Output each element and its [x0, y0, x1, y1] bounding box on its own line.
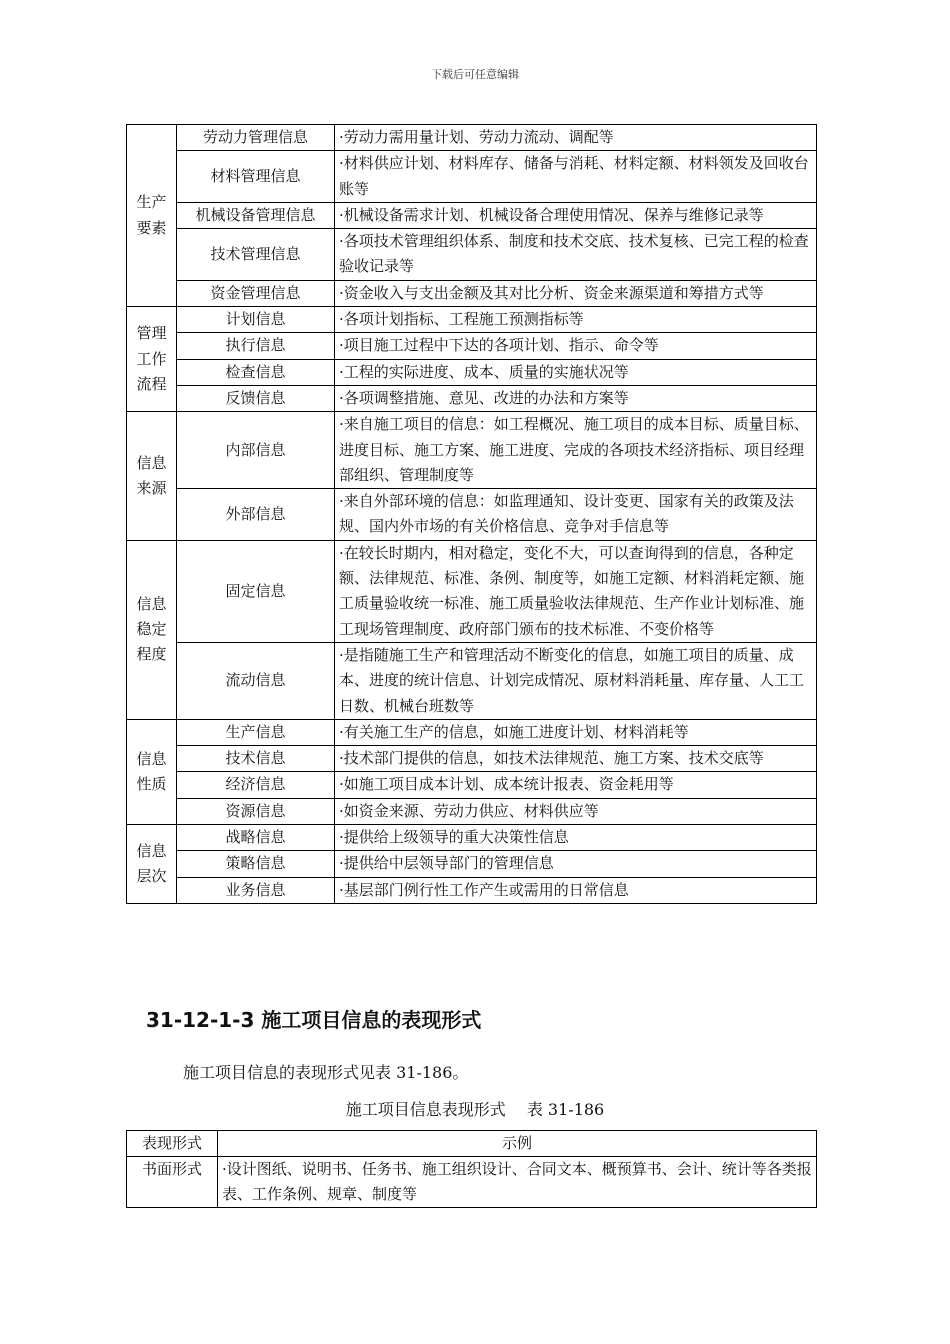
table-header-row: [127, 1131, 817, 1157]
example-cell: ·设计图纸、说明书、任务书、施工组织设计、合同文本、概预算书、会计、统计等各类报表、工作条例、规章、制度等: [218, 1157, 817, 1208]
info-type-cell: 材料管理信息: [177, 151, 335, 203]
table-row: [127, 229, 817, 281]
table-row: [127, 642, 817, 719]
info-type-cell: 资源信息: [177, 798, 335, 824]
info-type-cell: 资金管理信息: [177, 280, 335, 306]
category-cell: 信息 稳定 程度: [127, 540, 177, 719]
intro-paragraph: 施工项目信息的表现形式见表 31-186。: [183, 1063, 469, 1082]
table-row: [127, 125, 817, 151]
description-cell: ·提供给上级领导的重大决策性信息: [335, 825, 817, 851]
description-cell: ·各项调整措施、意见、改进的办法和方案等: [335, 385, 817, 411]
description-cell: ·如资金来源、劳动力供应、材料供应等: [335, 798, 817, 824]
table-row: [127, 1157, 817, 1208]
column-header: 表现形式: [127, 1131, 218, 1157]
info-type-cell: 检查信息: [177, 359, 335, 385]
description-cell: ·提供给中层领导部门的管理信息: [335, 851, 817, 877]
description-cell: ·劳动力需用量计划、劳动力流动、调配等: [335, 125, 817, 151]
info-type-cell: 外部信息: [177, 489, 335, 541]
table-row: [127, 798, 817, 824]
category-cell: 信息 层次: [127, 825, 177, 904]
info-classification-table: [126, 124, 817, 904]
description-cell: ·基层部门例行性工作产生或需用的日常信息: [335, 877, 817, 903]
info-type-cell: 内部信息: [177, 412, 335, 489]
table-row: [127, 151, 817, 203]
description-cell: ·有关施工生产的信息，如施工进度计划、材料消耗等: [335, 719, 817, 745]
category-cell: 信息 性质: [127, 719, 177, 824]
info-type-cell: 技术信息: [177, 746, 335, 772]
info-type-cell: 劳动力管理信息: [177, 125, 335, 151]
description-cell: ·材料供应计划、材料库存、储备与消耗、材料定额、材料领发及回收台账等: [335, 151, 817, 203]
form-cell: 书面形式: [127, 1157, 218, 1208]
table-row: [127, 412, 817, 489]
table-row: [127, 202, 817, 228]
header-note: 下载后可任意编辑: [431, 68, 519, 81]
info-type-cell: 计划信息: [177, 307, 335, 333]
description-cell: ·各项技术管理组织体系、制度和技术交底、技术复核、已完工程的检查验收记录等: [335, 229, 817, 281]
table-row: [127, 333, 817, 359]
info-type-cell: 固定信息: [177, 540, 335, 642]
info-type-cell: 流动信息: [177, 642, 335, 719]
description-cell: ·来自外部环境的信息：如监理通知、设计变更、国家有关的政策及法规、国内外市场的有关价格信息、竞争对手信息等: [335, 489, 817, 541]
description-cell: ·来自施工项目的信息：如工程概况、施工项目的成本目标、质量目标、进度目标、施工方案、施工进度、完成的各项技术经济指标、项目经理部组织、管理制度等: [335, 412, 817, 489]
column-header: 示例: [218, 1131, 817, 1157]
category-cell: 生产 要素: [127, 125, 177, 307]
table-row: [127, 280, 817, 306]
info-type-cell: 机械设备管理信息: [177, 202, 335, 228]
description-cell: ·如施工项目成本计划、成本统计报表、资金耗用等: [335, 772, 817, 798]
info-type-cell: 经济信息: [177, 772, 335, 798]
table-row: [127, 877, 817, 903]
table-row: [127, 489, 817, 541]
table-row: [127, 307, 817, 333]
table-row: [127, 385, 817, 411]
table-row: [127, 540, 817, 642]
table-caption: 施工项目信息表现形式 表 31-186: [345, 1100, 605, 1119]
category-cell: 信息 来源: [127, 412, 177, 540]
description-cell: ·项目施工过程中下达的各项计划、指示、命令等: [335, 333, 817, 359]
description-cell: ·机械设备需求计划、机械设备合理使用情况、保养与维修记录等: [335, 202, 817, 228]
section-heading: 31-12-1-3 施工项目信息的表现形式: [146, 1008, 482, 1032]
description-cell: ·在较长时期内，相对稳定，变化不大，可以查询得到的信息，各种定额、法律规范、标准、条例、制度等，如施工定额、材料消耗定额、施工质量验收统一标准、施工质量验收法律规范、生产作业计划标准、施工现场管理制度、政府部门颁布的技术标准、不变价格等: [335, 540, 817, 642]
table-row: [127, 825, 817, 851]
description-cell: ·工程的实际进度、成本、质量的实施状况等: [335, 359, 817, 385]
category-cell: 管理 工作 流程: [127, 307, 177, 412]
info-type-cell: 技术管理信息: [177, 229, 335, 281]
description-cell: ·是指随施工生产和管理活动不断变化的信息，如施工项目的质量、成本、进度的统计信息、计划完成情况、原材料消耗量、库存量、人工工日数、机械台班数等: [335, 642, 817, 719]
table-row: [127, 746, 817, 772]
table-row: [127, 719, 817, 745]
info-form-table: [126, 1130, 817, 1208]
description-cell: ·技术部门提供的信息，如技术法律规范、施工方案、技术交底等: [335, 746, 817, 772]
table-row: [127, 359, 817, 385]
info-type-cell: 生产信息: [177, 719, 335, 745]
info-type-cell: 业务信息: [177, 877, 335, 903]
info-type-cell: 策略信息: [177, 851, 335, 877]
info-type-cell: 战略信息: [177, 825, 335, 851]
info-type-cell: 反馈信息: [177, 385, 335, 411]
info-type-cell: 执行信息: [177, 333, 335, 359]
table-row: [127, 851, 817, 877]
table-row: [127, 772, 817, 798]
description-cell: ·资金收入与支出金额及其对比分析、资金来源渠道和筹措方式等: [335, 280, 817, 306]
description-cell: ·各项计划指标、工程施工预测指标等: [335, 307, 817, 333]
